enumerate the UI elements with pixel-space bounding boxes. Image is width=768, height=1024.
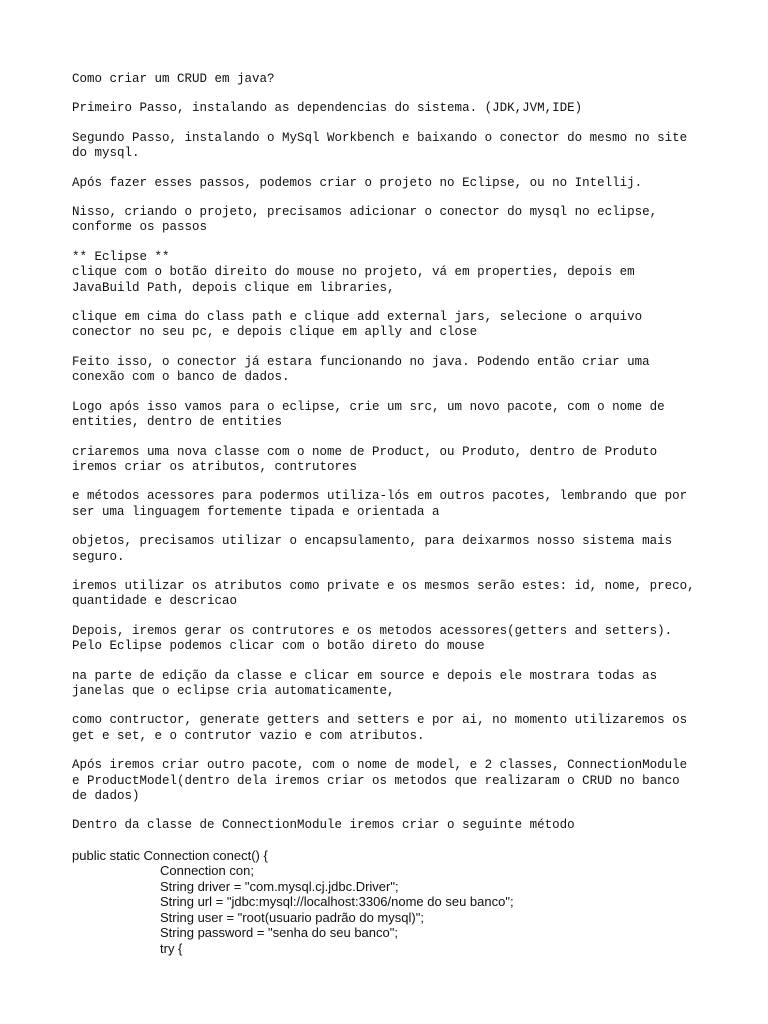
text-line: Primeiro Passo, instalando as dependencias do sistema. (JDK,JVM,IDE) xyxy=(72,101,583,116)
text-line: conexão com o banco de dados. xyxy=(72,370,290,385)
code-line: String password = "senha do seu banco"; xyxy=(160,925,398,941)
code-line: try { xyxy=(160,940,183,956)
text-line: Feito isso, o conector já estara funcionando no java. Podendo então criar uma xyxy=(72,354,650,369)
text-line: e ProductModel(dentro dela iremos criar os metodos que realizaram o CRUD no banco xyxy=(72,773,680,788)
text-line: clique em cima do class path e clique add external jars, selecione o arquivo xyxy=(72,310,643,325)
code-line: String driver = "com.mysql.cj.jdbc.Driver"; xyxy=(160,878,399,894)
text-line: Após iremos criar outro pacote, com o nome de model, e 2 classes, ConnectionModule xyxy=(72,758,688,773)
paragraph xyxy=(72,534,712,565)
paragraph xyxy=(72,101,712,116)
text-line: janelas que o eclipse cria automaticamente, xyxy=(72,683,395,698)
text-line: e métodos acessores para podermos utiliza-lós em outros pacotes, lembrando que por xyxy=(72,489,688,504)
paragraph xyxy=(72,176,712,191)
text-line: ser uma linguagem fortemente tipada e orientada a xyxy=(72,504,440,519)
paragraph xyxy=(72,310,712,341)
text-line: seguro. xyxy=(72,549,125,564)
document-page xyxy=(72,72,712,956)
paragraph xyxy=(72,355,712,386)
text-line: Logo após isso vamos para o eclipse, crie um src, um novo pacote, com o nome de xyxy=(72,399,665,414)
paragraph xyxy=(72,250,712,296)
document-body xyxy=(72,72,712,834)
text-line: Dentro da classe de ConnectionModule iremos criar o seguinte método xyxy=(72,818,575,833)
text-line: objetos, precisamos utilizar o encapsulamento, para deixarmos nosso sistema mais xyxy=(72,534,673,549)
paragraph xyxy=(72,624,712,655)
paragraph xyxy=(72,758,712,804)
text-line: iremos utilizar os atributos como private e os mesmos serão estes: id, nome, preco, xyxy=(72,578,695,593)
text-line: entities, dentro de entities xyxy=(72,415,283,430)
text-line: Pelo Eclipse podemos clicar com o botão direto do mouse xyxy=(72,639,485,654)
text-line: do mysql. xyxy=(72,146,140,161)
text-line: Segundo Passo, instalando o MySql Workbench e baixando o conector do mesmo no site xyxy=(72,130,688,145)
code-line: String url = "jdbc:mysql://localhost:3306/nome do seu banco"; xyxy=(160,894,514,910)
text-line: como contructor, generate getters and setters e por ai, no momento utilizaremos os xyxy=(72,713,688,728)
paragraph xyxy=(72,489,712,520)
paragraph xyxy=(72,713,712,744)
paragraph xyxy=(72,205,712,236)
text-line: clique com o botão direito do mouse no projeto, vá em properties, depois em xyxy=(72,265,635,280)
text-line: JavaBuild Path, depois clique em libraries, xyxy=(72,280,395,295)
code-block xyxy=(72,848,712,957)
text-line: de dados) xyxy=(72,789,140,803)
paragraph xyxy=(72,72,712,87)
paragraph xyxy=(72,400,712,431)
text-line: Após fazer esses passos, podemos criar o projeto no Eclipse, ou no Intellij. xyxy=(72,175,643,190)
paragraph xyxy=(72,445,712,476)
text-line: quantidade e descricao xyxy=(72,594,238,609)
code-line: public static Connection conect() { xyxy=(72,847,268,863)
text-line: na parte de edição da classe e clicar em source e depois ele mostrara todas as xyxy=(72,668,658,683)
text-line: ** Eclipse ** xyxy=(72,249,170,264)
text-line: Depois, iremos gerar os contrutores e os metodos acessores(getters and setters). xyxy=(72,623,673,638)
text-line: iremos criar os atributos, contrutores xyxy=(72,459,358,474)
paragraph xyxy=(72,579,712,610)
code-line: String user = "root(usuario padrão do mysql)"; xyxy=(160,909,424,925)
text-line: Como criar um CRUD em java? xyxy=(72,72,275,86)
paragraph xyxy=(72,131,712,162)
text-line: conforme os passos xyxy=(72,220,208,235)
text-line: criaremos uma nova classe com o nome de Product, ou Produto, dentro de Produto xyxy=(72,444,658,459)
text-line: get e set, e o contrutor vazio e com atributos. xyxy=(72,728,425,743)
text-line: conector no seu pc, e depois clique em aplly and close xyxy=(72,325,478,340)
code-line: Connection con; xyxy=(160,863,254,879)
paragraph xyxy=(72,818,712,833)
text-line: Nisso, criando o projeto, precisamos adicionar o conector do mysql no eclipse, xyxy=(72,205,658,220)
paragraph xyxy=(72,669,712,700)
